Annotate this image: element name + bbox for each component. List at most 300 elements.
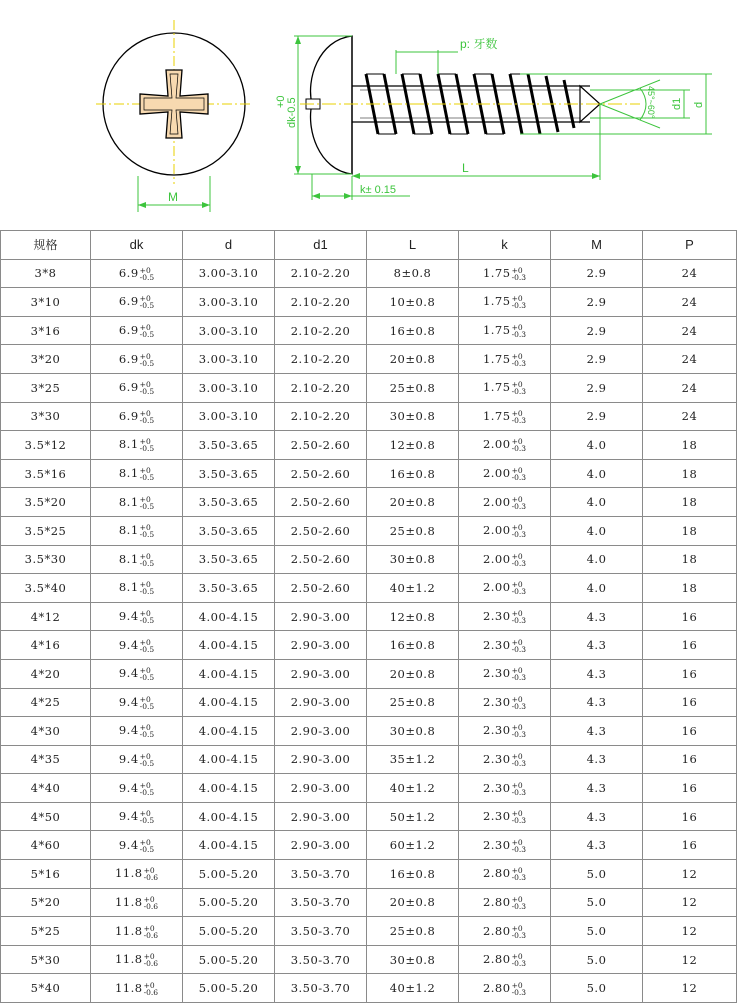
cell-l: 10±0.8 [367,288,459,317]
lower-tolerance: -0.3 [511,873,527,883]
cell-d1: 3.50-3.70 [275,860,367,889]
upper-tolerance: +0 [139,637,151,647]
upper-tolerance: +0 [139,265,151,275]
table-row [1,831,737,860]
cell-d1: 2.90-3.00 [275,745,367,774]
upper-tolerance: +0 [511,894,523,904]
cell-k-value: 2.00 [482,580,511,595]
cell-k [459,802,551,831]
lower-tolerance: -0.3 [511,901,527,911]
cell-p: 24 [643,288,737,317]
cell-m: 4.0 [551,488,643,517]
cell-dk-tolerance [140,667,154,681]
cell-dk-tolerance [140,639,154,653]
table-row [1,574,737,603]
cell-spec: 3.5*30 [1,545,91,574]
cell-l: 30±0.8 [367,945,459,974]
cell-d1: 2.50-2.60 [275,516,367,545]
lower-tolerance: -0.3 [511,330,527,340]
header-p: P [643,231,737,260]
cell-dk-value: 9.4 [118,809,139,824]
cell-dk [91,974,183,1003]
cell-k [459,316,551,345]
cell-d1: 2.10-2.20 [275,259,367,288]
cell-l: 25±0.8 [367,688,459,717]
upper-tolerance: +0 [511,380,523,390]
upper-tolerance: +0 [139,466,151,476]
cell-dk-tolerance [140,381,154,395]
upper-tolerance: +0 [139,408,151,418]
upper-tolerance: +0 [511,637,523,647]
upper-tolerance: +0 [139,609,151,619]
cell-dk-tolerance [144,982,158,996]
table-row [1,717,737,746]
cell-d: 3.50-3.65 [183,574,275,603]
cell-dk [91,602,183,631]
cell-k-tolerance [512,381,526,395]
cell-spec: 3*25 [1,373,91,402]
cell-dk-value: 11.8 [114,980,143,995]
cell-k [459,574,551,603]
cell-m: 5.0 [551,888,643,917]
lower-tolerance: -0.3 [511,387,527,397]
cell-d: 5.00-5.20 [183,974,275,1003]
cell-k-tolerance [512,581,526,595]
cell-k-tolerance [512,782,526,796]
cell-spec: 4*12 [1,602,91,631]
cell-k-value: 2.80 [482,952,511,967]
length-label: L [462,161,469,175]
table-row [1,774,737,803]
lower-tolerance: -0.3 [511,844,527,854]
cell-dk-value: 8.1 [118,437,139,452]
cell-l: 20±0.8 [367,488,459,517]
cell-dk-value: 9.4 [118,723,139,738]
table-row [1,860,737,889]
cell-l: 12±0.8 [367,431,459,460]
table-row [1,488,737,517]
cell-k-tolerance [512,896,526,910]
cell-dk-value: 11.8 [114,866,143,881]
cell-spec: 5*16 [1,860,91,889]
cell-l: 16±0.8 [367,631,459,660]
lower-tolerance: -0.5 [139,844,155,854]
cell-k [459,631,551,660]
table-row [1,802,737,831]
cell-spec: 3*30 [1,402,91,431]
cell-d1: 3.50-3.70 [275,974,367,1003]
table-row [1,402,737,431]
cell-spec: 5*40 [1,974,91,1003]
cell-m: 2.9 [551,345,643,374]
lower-tolerance: -0.5 [139,730,155,740]
cell-k-tolerance [512,324,526,338]
cell-d1: 2.50-2.60 [275,488,367,517]
cell-p: 24 [643,316,737,345]
cell-k-tolerance [512,839,526,853]
cell-spec: 3*8 [1,259,91,288]
cell-d1: 2.90-3.00 [275,631,367,660]
upper-tolerance: +0 [139,666,151,676]
upper-tolerance: +0 [143,980,155,990]
lower-tolerance: -0.6 [143,987,159,997]
upper-tolerance: +0 [139,837,151,847]
cell-m: 2.9 [551,288,643,317]
cell-l: 40±1.2 [367,574,459,603]
table-row [1,602,737,631]
upper-tolerance: +0 [139,751,151,761]
cell-k-value: 2.80 [482,923,511,938]
cell-d: 4.00-4.15 [183,745,275,774]
upper-tolerance: +0 [511,437,523,447]
cell-p: 16 [643,774,737,803]
cell-k [459,545,551,574]
cell-spec: 3.5*12 [1,431,91,460]
cell-spec: 5*25 [1,917,91,946]
cell-k-value: 2.80 [482,866,511,881]
upper-tolerance: +0 [139,580,151,590]
cell-k-tolerance [512,295,526,309]
cell-dk-tolerance [140,696,154,710]
cell-dk [91,945,183,974]
lower-tolerance: -0.5 [139,387,155,397]
cell-dk [91,345,183,374]
upper-tolerance: +0 [511,580,523,590]
cell-d1: 2.50-2.60 [275,431,367,460]
cell-dk [91,688,183,717]
cell-k [459,373,551,402]
cell-spec: 5*20 [1,888,91,917]
cell-dk-tolerance [140,324,154,338]
cell-spec: 3.5*20 [1,488,91,517]
upper-tolerance: +0 [511,294,523,304]
cell-k [459,345,551,374]
cell-spec: 3*16 [1,316,91,345]
cell-d1: 3.50-3.70 [275,945,367,974]
upper-tolerance: +0 [139,437,151,447]
table-row [1,888,737,917]
cell-dk-value: 8.1 [118,466,139,481]
lower-tolerance: -0.5 [139,673,155,683]
lower-tolerance: -0.5 [139,415,155,425]
lower-tolerance: -0.5 [139,530,155,540]
cell-dk-tolerance [144,867,158,881]
cell-dk [91,831,183,860]
cell-k-value: 1.75 [482,380,511,395]
cell-spec: 5*30 [1,945,91,974]
cell-p: 18 [643,488,737,517]
tip-angle-label: 45°~60° [646,86,656,119]
cell-k [459,431,551,460]
cell-m: 4.3 [551,631,643,660]
table-row [1,259,737,288]
cell-d: 3.00-3.10 [183,402,275,431]
cell-k-value: 2.30 [482,609,511,624]
cell-dk [91,431,183,460]
cell-k-value: 2.30 [482,751,511,766]
cell-dk [91,545,183,574]
cell-dk-value: 11.8 [114,894,143,909]
lower-tolerance: -0.3 [511,301,527,311]
cell-k-value: 1.75 [482,408,511,423]
cell-dk-tolerance [140,496,154,510]
cell-dk [91,316,183,345]
table-row [1,745,737,774]
cell-m: 4.3 [551,774,643,803]
cell-m: 4.0 [551,574,643,603]
lower-tolerance: -0.5 [139,644,155,654]
cell-p: 16 [643,831,737,860]
cell-k-tolerance [512,467,526,481]
cell-k-value: 2.80 [482,980,511,995]
cell-dk-value: 9.4 [118,666,139,681]
cell-spec: 4*30 [1,717,91,746]
upper-tolerance: +0 [143,894,155,904]
lower-tolerance: -0.3 [511,415,527,425]
cell-dk [91,516,183,545]
header-m: M [551,231,643,260]
upper-tolerance: +0 [139,780,151,790]
cell-dk [91,888,183,917]
cell-dk-value: 6.9 [118,294,139,309]
cell-l: 20±0.8 [367,659,459,688]
upper-tolerance: +0 [511,666,523,676]
header-k: k [459,231,551,260]
cell-d: 4.00-4.15 [183,717,275,746]
lower-tolerance: -0.5 [139,301,155,311]
cell-m: 4.3 [551,802,643,831]
cell-p: 24 [643,345,737,374]
lower-tolerance: -0.3 [511,787,527,797]
cell-dk-value: 9.4 [118,637,139,652]
cell-d: 3.00-3.10 [183,288,275,317]
cell-dk [91,774,183,803]
cell-k [459,288,551,317]
cell-k-value: 2.30 [482,666,511,681]
cell-dk-tolerance [140,553,154,567]
screw-side-view [275,36,712,200]
cell-l: 16±0.8 [367,316,459,345]
cell-k-value: 2.00 [482,551,511,566]
head-tolerance-label: +0 [275,95,287,108]
upper-tolerance: +0 [139,380,151,390]
cell-k-tolerance [512,438,526,452]
cell-k-tolerance [512,353,526,367]
table-row [1,431,737,460]
cell-d: 3.50-3.65 [183,431,275,460]
cell-spec: 4*25 [1,688,91,717]
cell-dk-tolerance [140,353,154,367]
lower-tolerance: -0.3 [511,501,527,511]
cell-dk [91,659,183,688]
cell-dk [91,459,183,488]
cell-k-tolerance [512,267,526,281]
cell-m: 5.0 [551,945,643,974]
cell-spec: 3*10 [1,288,91,317]
upper-tolerance: +0 [139,809,151,819]
cell-dk-tolerance [140,610,154,624]
cell-d: 3.50-3.65 [183,516,275,545]
upper-tolerance: +0 [511,952,523,962]
lower-tolerance: -0.3 [511,530,527,540]
cell-d: 4.00-4.15 [183,831,275,860]
header-dk: dk [91,231,183,260]
cell-k-value: 2.30 [482,837,511,852]
cell-k-value: 1.75 [482,265,511,280]
cell-p: 24 [643,373,737,402]
upper-tolerance: +0 [511,551,523,561]
lower-tolerance: -0.3 [511,730,527,740]
table-row [1,545,737,574]
upper-tolerance: +0 [511,809,523,819]
cell-p: 16 [643,602,737,631]
cell-dk-value: 8.1 [118,551,139,566]
cell-k-value: 2.00 [482,494,511,509]
cell-dk-tolerance [144,953,158,967]
cell-dk [91,717,183,746]
spec-table [0,230,737,1003]
cell-p: 16 [643,688,737,717]
cell-d1: 2.90-3.00 [275,659,367,688]
cell-m: 4.0 [551,431,643,460]
upper-tolerance: +0 [511,980,523,990]
cell-p: 16 [643,717,737,746]
lower-tolerance: -0.3 [511,959,527,969]
cell-k [459,516,551,545]
cell-m: 4.0 [551,516,643,545]
upper-tolerance: +0 [139,723,151,733]
cell-d1: 2.10-2.20 [275,402,367,431]
cell-k [459,402,551,431]
cell-m: 2.9 [551,259,643,288]
header-l: L [367,231,459,260]
cell-k-value: 2.00 [482,523,511,538]
table-row [1,459,737,488]
cell-d1: 2.90-3.00 [275,602,367,631]
cell-p: 16 [643,802,737,831]
cell-dk [91,288,183,317]
cell-p: 18 [643,545,737,574]
cell-d1: 2.50-2.60 [275,459,367,488]
lower-tolerance: -0.3 [511,587,527,597]
cell-d1: 2.10-2.20 [275,316,367,345]
cell-dk-tolerance [140,724,154,738]
lower-tolerance: -0.3 [511,616,527,626]
cell-k [459,917,551,946]
upper-tolerance: +0 [139,494,151,504]
cell-d1: 3.50-3.70 [275,888,367,917]
table-row [1,345,737,374]
cell-dk-value: 8.1 [118,580,139,595]
cell-d1: 3.50-3.70 [275,917,367,946]
table-row [1,516,737,545]
lower-tolerance: -0.5 [139,358,155,368]
cell-m: 4.3 [551,831,643,860]
cell-spec: 3.5*40 [1,574,91,603]
cell-d1: 2.90-3.00 [275,688,367,717]
table-row [1,316,737,345]
cell-d1: 2.10-2.20 [275,288,367,317]
cell-m: 4.3 [551,659,643,688]
cell-k [459,259,551,288]
cell-d: 4.00-4.15 [183,602,275,631]
cell-k-tolerance [512,553,526,567]
cell-dk-value: 8.1 [118,494,139,509]
cell-dk-value: 9.4 [118,837,139,852]
upper-tolerance: +0 [511,723,523,733]
cell-p: 18 [643,574,737,603]
cell-k [459,860,551,889]
cell-spec: 4*50 [1,802,91,831]
upper-tolerance: +0 [143,923,155,933]
cell-spec: 4*40 [1,774,91,803]
k-label: k± 0.15 [360,184,397,196]
upper-tolerance: +0 [511,265,523,275]
cell-dk-value: 9.4 [118,609,139,624]
cell-dk-tolerance [140,295,154,309]
cell-k-tolerance [512,953,526,967]
cell-d: 4.00-4.15 [183,631,275,660]
lower-tolerance: -0.3 [511,673,527,683]
cell-dk-tolerance [140,839,154,853]
cell-m: 2.9 [551,316,643,345]
cell-dk [91,802,183,831]
upper-tolerance: +0 [511,408,523,418]
m-dimension-label: M [168,190,178,204]
cell-d1: 2.50-2.60 [275,574,367,603]
lower-tolerance: -0.3 [511,358,527,368]
cell-m: 2.9 [551,402,643,431]
cell-dk-value: 9.4 [118,780,139,795]
cell-d1: 2.50-2.60 [275,545,367,574]
header-spec: 规格 [1,231,91,260]
cell-dk [91,860,183,889]
d1-label: d1 [671,97,683,110]
cell-l: 20±0.8 [367,345,459,374]
cell-m: 4.3 [551,688,643,717]
cell-k-tolerance [512,867,526,881]
cell-dk [91,373,183,402]
screw-technical-drawing [0,0,750,230]
cell-dk-tolerance [140,438,154,452]
cell-dk [91,917,183,946]
cell-dk-value: 6.9 [118,408,139,423]
upper-tolerance: +0 [511,523,523,533]
cell-dk-value: 6.9 [118,265,139,280]
cell-p: 16 [643,659,737,688]
cell-m: 4.3 [551,717,643,746]
cell-dk [91,745,183,774]
cell-k-tolerance [512,753,526,767]
table-body [1,259,737,1002]
table-header-row [1,231,737,260]
cell-dk [91,631,183,660]
upper-tolerance: +0 [139,551,151,561]
cell-l: 40±1.2 [367,974,459,1003]
cell-p: 12 [643,860,737,889]
lower-tolerance: -0.3 [511,444,527,454]
cell-k [459,602,551,631]
lower-tolerance: -0.5 [139,787,155,797]
cell-d: 4.00-4.15 [183,774,275,803]
cell-dk-tolerance [144,896,158,910]
cell-k-value: 1.75 [482,351,511,366]
table-row [1,631,737,660]
upper-tolerance: +0 [139,694,151,704]
cell-dk-tolerance [140,753,154,767]
table-row [1,945,737,974]
cell-spec: 4*20 [1,659,91,688]
